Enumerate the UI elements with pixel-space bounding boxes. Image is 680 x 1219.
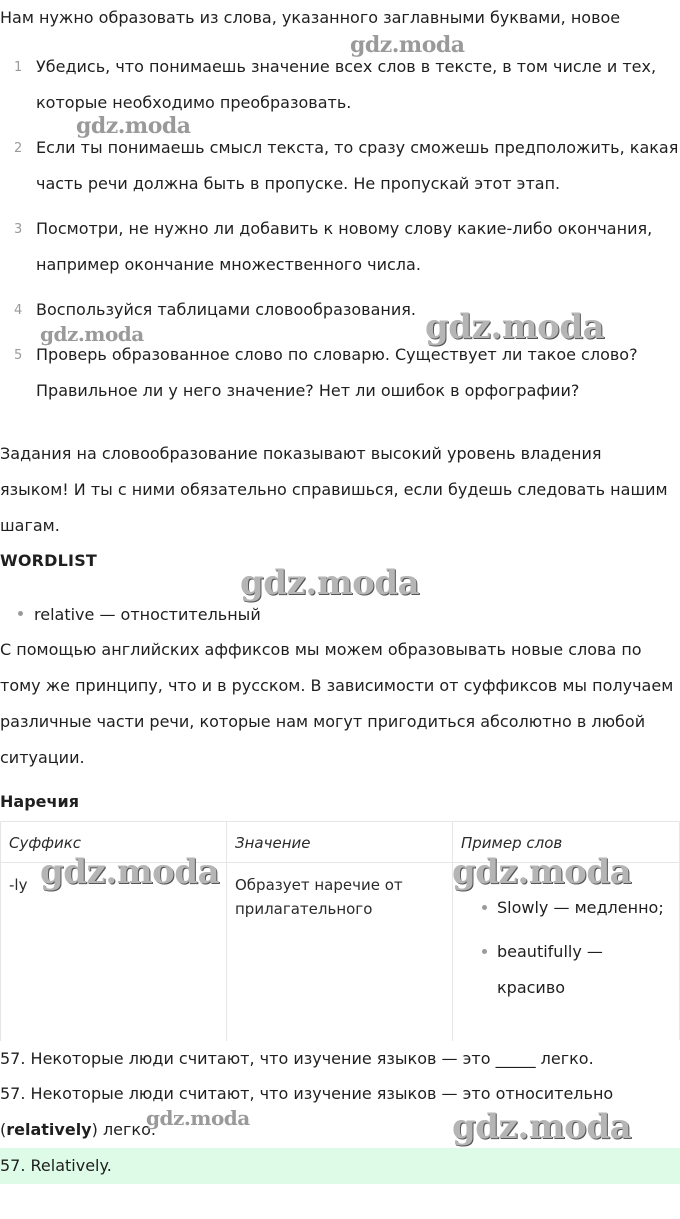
conclusion-line: шагам. bbox=[0, 516, 60, 535]
conclusion-line: языком! И ты с ними обязательно справишься, если будешь следовать нашим bbox=[0, 480, 668, 499]
step-text-line: Посмотри, не нужно ли добавить к новому слову какие-либо окончания, bbox=[36, 219, 653, 238]
step-number: 2 bbox=[14, 141, 23, 156]
step-number: 3 bbox=[14, 222, 23, 237]
task-question: 57. Некоторые люди считают, что изучение языков — это _____ легко. bbox=[0, 1049, 594, 1068]
table-cell-meaning: прилагательного bbox=[235, 900, 373, 918]
answer-tail: ) легко. bbox=[91, 1120, 156, 1139]
watermark-logo: gdz.moda bbox=[452, 852, 632, 892]
step-text-line: Проверь образованное слово по словарю. Существует ли такое слово? bbox=[36, 345, 638, 364]
step-text-line: Если ты понимаешь смысл текста, то сразу сможешь предположить, какая bbox=[36, 138, 679, 157]
example-text: beautifully — bbox=[497, 942, 603, 961]
table-header-cell: Суффикс bbox=[9, 834, 82, 852]
affixes-line: различные части речи, которые нам могут пригодиться абсолютно в любой bbox=[0, 712, 646, 731]
example-text: красиво bbox=[497, 978, 566, 997]
example-item bbox=[497, 934, 680, 970]
example-text: Slowly — медленно; bbox=[497, 898, 664, 917]
bullet-icon bbox=[18, 611, 23, 616]
step-number: 1 bbox=[14, 60, 23, 75]
task-answer-line: 57. Некоторые люди считают, что изучение языков — это относительно bbox=[0, 1084, 614, 1103]
step-number: 4 bbox=[14, 303, 23, 318]
table-cell-suffix: -ly bbox=[9, 876, 28, 894]
watermark-logo: gdz.moda bbox=[240, 563, 420, 603]
answer-word: relatively bbox=[6, 1120, 92, 1139]
wordlist-item bbox=[18, 604, 261, 626]
step-number: 5 bbox=[14, 348, 23, 363]
affixes-line: ситуации. bbox=[0, 748, 85, 767]
conclusion-line: Задания на словообразование показывают высокий уровень владения bbox=[0, 444, 602, 463]
bullet-icon bbox=[482, 949, 487, 954]
watermark-logo: gdz.moda bbox=[76, 113, 191, 139]
watermark-logo: gdz.moda bbox=[40, 322, 144, 346]
watermark-logo: gdz.moda bbox=[452, 1107, 632, 1147]
step-text-line: Воспользуйся таблицами словообразования. bbox=[36, 300, 416, 319]
table-cell-meaning: Образует наречие от bbox=[235, 876, 403, 894]
watermark-logo: gdz.moda bbox=[350, 32, 465, 58]
example-item bbox=[497, 890, 680, 926]
final-answer: 57. Relatively. bbox=[0, 1156, 112, 1175]
step-text-line: например окончание множественного числа. bbox=[36, 255, 421, 274]
step-text-line: которые необходимо преобразовать. bbox=[36, 93, 352, 112]
wordlist-heading: WORDLIST bbox=[0, 551, 98, 570]
watermark-logo: gdz.moda bbox=[146, 1106, 250, 1130]
step-text-line: Правильное ли у него значение? Нет ли ошибок в орфографии? bbox=[36, 381, 580, 400]
affixes-line: С помощью английских аффиксов мы можем образовывать новые слова по bbox=[0, 640, 642, 659]
wordlist-item-text: relative — отностительный bbox=[34, 605, 261, 624]
example-item bbox=[497, 970, 680, 1006]
intro-text: Нам нужно образовать из слова, указанного заглавными буквами, новое bbox=[0, 8, 621, 27]
bullet-icon bbox=[482, 905, 487, 910]
paren-open: ( bbox=[0, 1120, 7, 1139]
table-header-cell: Пример слов bbox=[461, 834, 563, 852]
affixes-line: тому же принципу, что и в русском. В зависимости от суффиксов мы получаем bbox=[0, 676, 674, 695]
table-header-cell: Значение bbox=[235, 834, 311, 852]
step-text-line: часть речи должна быть в пропуске. Не пропускай этот этап. bbox=[36, 174, 561, 193]
watermark-logo: gdz.moda bbox=[425, 307, 605, 347]
step-text-line: Убедись, что понимаешь значение всех слов в тексте, в том числе и тех, bbox=[36, 57, 657, 76]
watermark-logo: gdz.moda bbox=[40, 852, 220, 892]
section-title: Наречия bbox=[0, 792, 79, 811]
